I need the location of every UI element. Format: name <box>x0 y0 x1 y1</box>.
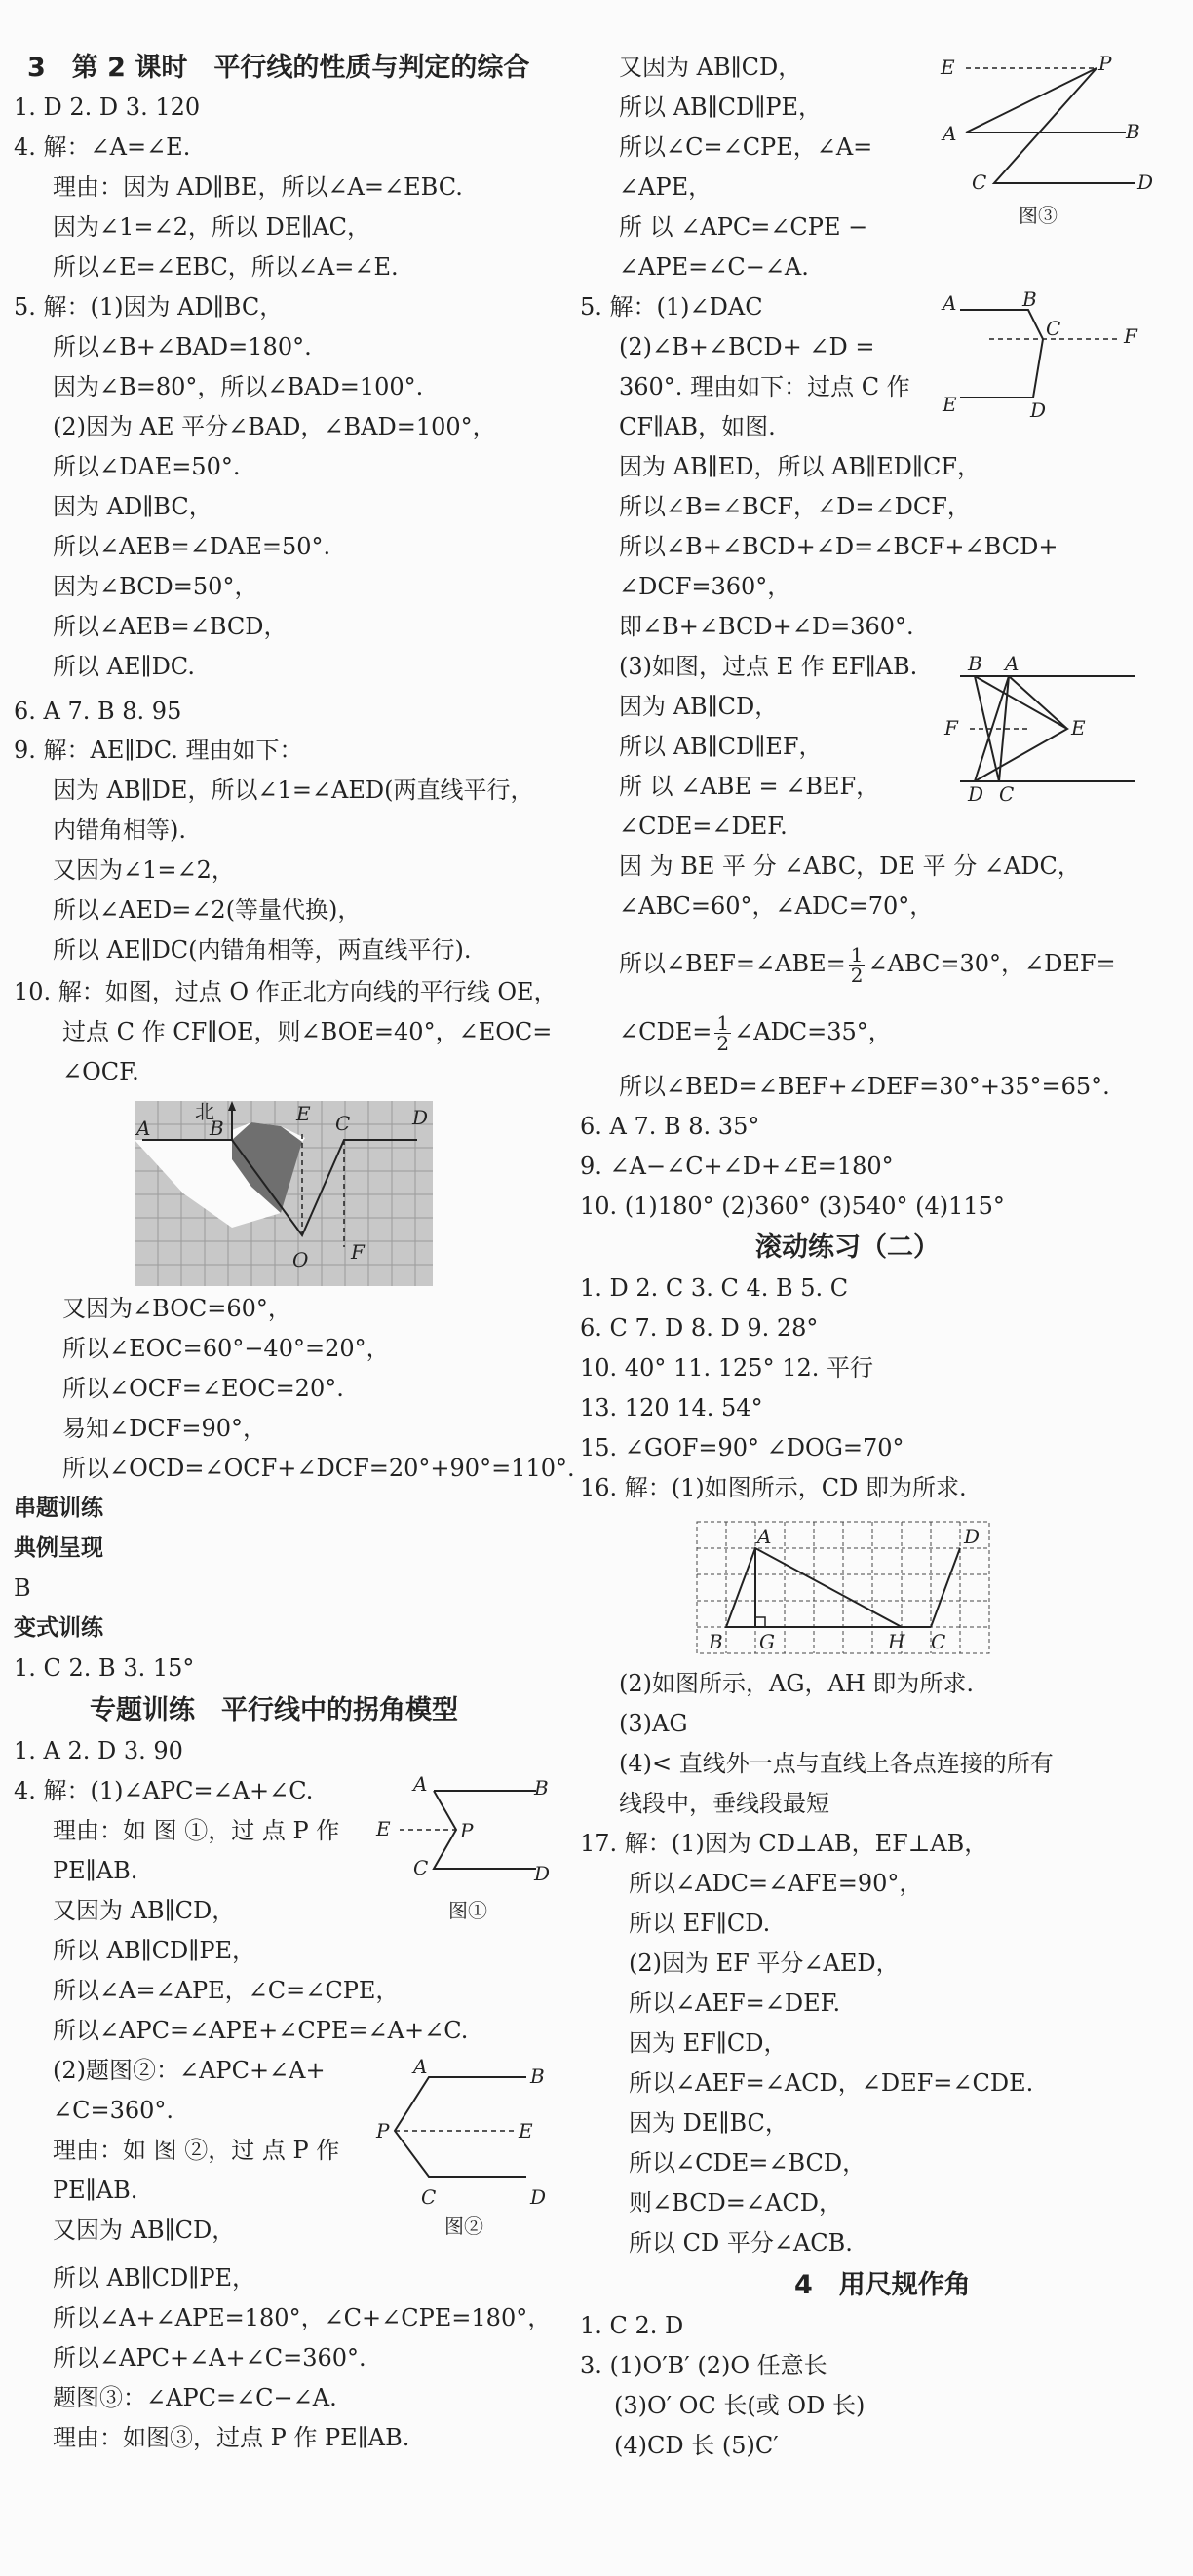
label-A: A <box>136 1117 151 1140</box>
answer-line: ∠OCF. <box>62 1058 139 1085</box>
answer-line: 又因为∠BOC=60°， <box>62 1295 291 1322</box>
answer-line: 又因为 AB∥CD， <box>53 2216 236 2244</box>
svg-text:C: C <box>972 170 987 194</box>
answer-line: 所以∠AEB=∠DAE=50°. <box>53 533 331 560</box>
answer-line: 所以∠EOC=60°−40°=20°， <box>62 1335 390 1362</box>
answer-line: (2)因为 AE 平分∠BAD，∠BAD=100°， <box>53 413 496 440</box>
subhead: 变式训练 <box>14 1615 103 1641</box>
answer-line: 所以 AB∥CD∥EF， <box>619 733 823 760</box>
figure-3 <box>931 53 1184 238</box>
answer-line: 所以∠C=∠CPE，∠A= <box>619 133 873 161</box>
answer-line: 所以∠BED=∠BEF+∠DEF=30°+35°=65°. <box>619 1073 1110 1100</box>
answer-line: 1. D 2. D 3. 120 <box>14 94 201 121</box>
answer-line: 所 以 ∠ABE = ∠BEF， <box>619 773 880 800</box>
section-heading: 3 第 2 课时 平行线的性质与判定的综合 <box>27 53 530 83</box>
answer-line: 所以∠B+∠BAD=180°. <box>53 333 312 360</box>
svg-text:D: D <box>530 2185 547 2209</box>
answer-line: 13. 120 14. 54° <box>580 1394 763 1421</box>
answer-line: 5. 解：(1)因为 AD∥BC， <box>14 293 284 321</box>
answer-line: 又因为∠1=∠2， <box>53 856 235 884</box>
label-O: O <box>292 1248 309 1271</box>
svg-text:B: B <box>1126 120 1140 143</box>
answer-line: (2)∠B+∠BCD+ ∠D = <box>619 333 875 360</box>
svg-text:A: A <box>943 291 957 315</box>
answer-line: ∠APE， <box>619 173 712 201</box>
answer-line: 线段中，垂线段最短 <box>619 1790 829 1817</box>
svg-text:P: P <box>1098 53 1112 75</box>
answer-line: 因为 DE∥BC， <box>629 2109 789 2137</box>
answer-line: 又因为 AB∥CD， <box>619 54 802 81</box>
svg-text:A: A <box>757 1525 772 1548</box>
answer-line: 所以 AB∥CD∥PE， <box>53 1937 256 1964</box>
answer-line: 即∠B+∠BCD+∠D=360°. <box>619 613 914 640</box>
answer-line: 因为 AB∥DE，所以∠1=∠AED(两直线平行， <box>53 777 534 804</box>
svg-text:B: B <box>534 1776 549 1799</box>
answer-line: 所以∠CDE=∠BCD， <box>629 2149 866 2177</box>
answer-line: (3)O′ OC 长(或 OD 长) <box>614 2392 866 2419</box>
answer-line: (3)AG <box>619 1710 688 1737</box>
answer-line: PE∥AB. <box>53 1857 138 1884</box>
answer-line: 1. C 2. B 3. 15° <box>14 1654 195 1682</box>
figure-caption: 图② <box>444 2215 483 2238</box>
answer-line: 所以∠AEB=∠BCD， <box>53 613 288 640</box>
answer-line: 因为 AD∥BC， <box>53 493 212 520</box>
answer-line: 10. 40° 11. 125° 12. 平行 <box>580 1354 873 1382</box>
label-E: E <box>296 1102 311 1125</box>
answer-line: 所以 AE∥DC. <box>53 653 195 680</box>
answer-line: 所以∠B+∠BCD+∠D=∠BCF+∠BCD+ <box>619 533 1058 560</box>
svg-text:H: H <box>888 1630 905 1653</box>
answer-line: (2)题图②：∠APC+∠A+ <box>53 2057 326 2084</box>
answer-line: 4. 解：(1)∠APC=∠A+∠C. <box>14 1777 314 1804</box>
compass-figure <box>135 1101 433 1286</box>
answer-line: 易知∠DCF=90°， <box>62 1415 267 1442</box>
label-C: C <box>335 1112 351 1135</box>
answer-line: 5. 解：(1)∠DAC <box>580 293 763 321</box>
answer-line: 过点 C 作 CF∥OE，则∠BOE=40°，∠EOC= <box>62 1018 553 1045</box>
answer-line: 理由：如 图 ②，过 点 P 作 <box>53 2137 340 2164</box>
svg-text:E: E <box>1071 716 1086 739</box>
answer-line: 1. D 2. C 3. C 4. B 5. C <box>580 1274 849 1302</box>
answer-line: 10. 解：如图，过点 O 作正北方向线的平行线 OE， <box>14 978 558 1005</box>
figure-1 <box>370 1771 565 1927</box>
answer-line: 所以∠OCF=∠EOC=20°. <box>62 1375 344 1402</box>
answer-line: 因为∠1=∠2，所以 DE∥AC， <box>53 213 371 241</box>
answer-line: 又因为 AB∥CD， <box>53 1897 236 1924</box>
answer-line: 则∠BCD=∠ACD， <box>629 2189 842 2216</box>
answer-line: ∠APE=∠C−∠A. <box>619 253 809 281</box>
answer-line: 因为∠B=80°，所以∠BAD=100°. <box>53 373 424 400</box>
svg-text:E: E <box>941 56 955 79</box>
answer-line: 6. A 7. B 8. 95 <box>14 698 182 725</box>
fraction-line: ∠CDE= $\frac{1}{2}$ ∠ADC=35°， <box>619 1011 892 1055</box>
answer-line: 所以 AB∥CD∥PE， <box>619 94 823 121</box>
answer-line: 所以∠APC+∠A+∠C=360°. <box>53 2344 366 2371</box>
svg-text:E: E <box>519 2119 533 2142</box>
answer-line: 题图③：∠APC=∠C−∠A. <box>53 2384 337 2411</box>
svg-text:A: A <box>1005 652 1020 675</box>
svg-text:A: A <box>413 2058 428 2078</box>
answer-line: 所以∠AED=∠2(等量代换)， <box>53 896 362 924</box>
svg-text:C: C <box>413 1856 429 1879</box>
svg-text:P: P <box>376 2119 390 2142</box>
answer-line: 所 以 ∠APC=∠CPE − <box>619 213 868 241</box>
label-north: 北 <box>195 1101 214 1123</box>
answer-line: ∠C=360°. <box>53 2097 174 2124</box>
answer-line: 所以∠B=∠BCF，∠D=∠DCF， <box>619 493 971 520</box>
answer-line: 因为 AB∥ED，所以 AB∥ED∥CF， <box>619 453 981 480</box>
figure-caption: 图① <box>448 1899 487 1922</box>
answer-line: 理由：如图③，过点 P 作 PE∥AB. <box>53 2424 410 2451</box>
answer-line: 所以∠ADC=∠AFE=90°， <box>629 1870 923 1897</box>
answer-line: 所以∠A+∠APE=180°，∠C+∠CPE=180°， <box>53 2304 552 2331</box>
answer-line: 16. 解：(1)如图所示，CD 即为所求. <box>580 1474 967 1501</box>
svg-text:E: E <box>943 393 957 416</box>
svg-text:C: C <box>1046 317 1061 340</box>
answer-line: ∠DCF=360°， <box>619 573 791 600</box>
answer-line: 1. C 2. D <box>580 2312 684 2339</box>
subhead: 典例呈现 <box>14 1535 103 1561</box>
answer-line: 理由：如 图 ①，过 点 P 作 <box>53 1817 340 1844</box>
svg-text:P: P <box>460 1819 474 1842</box>
answer-line: CF∥AB，如图. <box>619 413 776 440</box>
answer-line: 3. (1)O′B′ (2)O 任意长 <box>580 2352 827 2379</box>
svg-text:C: C <box>421 2185 437 2209</box>
answer-line: 15. ∠GOF=90° ∠DOG=70° <box>580 1434 904 1461</box>
svg-text:E: E <box>376 1817 391 1840</box>
figure-5-2 <box>931 290 1165 427</box>
section-heading: 4 用尺规作角 <box>794 2270 971 2300</box>
svg-text:F: F <box>944 716 958 739</box>
answer-line: (2)如图所示，AG，AH 即为所求. <box>619 1670 975 1697</box>
answer-line: PE∥AB. <box>53 2177 138 2204</box>
answer-line: 所以∠AEF=∠DEF. <box>629 1989 841 2017</box>
svg-text:C: C <box>931 1630 946 1653</box>
svg-text:C: C <box>999 782 1015 806</box>
answer-line: 所以 EF∥CD. <box>629 1910 771 1937</box>
answer-line: 所以∠APC=∠APE+∠CPE=∠A+∠C. <box>53 2017 469 2044</box>
figure-caption: 图③ <box>1019 204 1058 227</box>
answer-line: 所以∠E=∠EBC，所以∠A=∠E. <box>53 253 399 281</box>
label-F: F <box>351 1240 365 1264</box>
svg-text:G: G <box>759 1630 775 1653</box>
answer-line: 所以 AE∥DC(内错角相等，两直线平行). <box>53 936 472 964</box>
answer-line: 9. 解：AE∥DC. 理由如下： <box>14 737 303 764</box>
label-D: D <box>412 1106 429 1129</box>
answer-line: 因为 EF∥CD， <box>629 2029 788 2057</box>
fraction-line: 所以∠BEF=∠ABE= $\frac{1}{2}$ ∠ABC=30°，∠DEF= <box>619 943 1116 987</box>
answer-line: 4. 解：∠A=∠E. <box>14 133 191 161</box>
answer-line: 因为 AB∥CD， <box>619 693 779 720</box>
svg-text:B: B <box>530 2065 545 2088</box>
answer-line: 因 为 BE 平 分 ∠ABC，DE 平 分 ∠ADC， <box>619 852 1081 880</box>
svg-text:D: D <box>1030 398 1047 422</box>
grid-figure <box>687 1518 999 1659</box>
answer-line: 内错角相等). <box>53 816 186 844</box>
answer-line: 所以 AB∥CD∥PE， <box>53 2264 256 2292</box>
answer-line: 因为∠BCD=50°， <box>53 573 258 600</box>
answer-line: 所以∠DAE=50°. <box>53 453 241 480</box>
answer-line: ∠ABC=60°，∠ADC=70°， <box>619 892 934 920</box>
svg-text:F: F <box>1124 324 1137 348</box>
answer-line: 360°. 理由如下：过点 C 作 <box>619 373 910 400</box>
answer-line: 所以 CD 平分∠ACB. <box>629 2229 853 2256</box>
figure-5-3 <box>931 651 1165 807</box>
answer-line: (2)因为 EF 平分∠AED， <box>629 1950 900 1977</box>
label-B: B <box>210 1117 224 1140</box>
answer-line: 所以∠AEF=∠ACD，∠DEF=∠CDE. <box>629 2069 1034 2097</box>
svg-text:B: B <box>968 652 982 675</box>
answer-line: 1. A 2. D 3. 90 <box>14 1737 183 1764</box>
answer-line: 17. 解：(1)因为 CD⊥AB，EF⊥AB， <box>580 1830 988 1857</box>
svg-text:D: D <box>964 1525 981 1548</box>
answer-line: 6. C 7. D 8. D 9. 28° <box>580 1314 819 1342</box>
subhead: 串题训练 <box>14 1496 103 1521</box>
svg-text:D: D <box>1137 170 1154 194</box>
answer-line: ∠CDE=∠DEF. <box>619 813 788 840</box>
svg-text:D: D <box>534 1862 551 1885</box>
answer-line: (3)如图，过点 E 作 EF∥AB. <box>619 653 918 680</box>
section-heading: 滚动练习（二） <box>755 1232 940 1263</box>
svg-text:B: B <box>709 1630 723 1653</box>
answer-line: 9. ∠A−∠C+∠D+∠E=180° <box>580 1153 894 1180</box>
answer-line: 所以∠OCD=∠OCF+∠DCF=20°+90°=110°. <box>62 1455 575 1482</box>
svg-text:A: A <box>413 1772 428 1796</box>
answer-line: 所以∠A=∠APE，∠C=∠CPE， <box>53 1977 400 2004</box>
answer-line: B <box>14 1574 31 1602</box>
answer-line: 10. (1)180° (2)360° (3)540° (4)115° <box>580 1193 1005 1220</box>
answer-line: (4)CD 长 (5)C′ <box>614 2432 779 2459</box>
svg-text:A: A <box>943 122 957 145</box>
svg-text:D: D <box>968 782 984 806</box>
answer-line: 6. A 7. B 8. 35° <box>580 1113 760 1140</box>
figure-2 <box>370 2058 565 2243</box>
section-heading: 专题训练 平行线中的拐角模型 <box>90 1695 458 1725</box>
answer-line: (4)< 直线外一点与直线上各点连接的所有 <box>619 1750 1054 1777</box>
svg-text:B: B <box>1022 290 1037 311</box>
answer-line: 理由：因为 AD∥BE，所以∠A=∠EBC. <box>53 173 463 201</box>
